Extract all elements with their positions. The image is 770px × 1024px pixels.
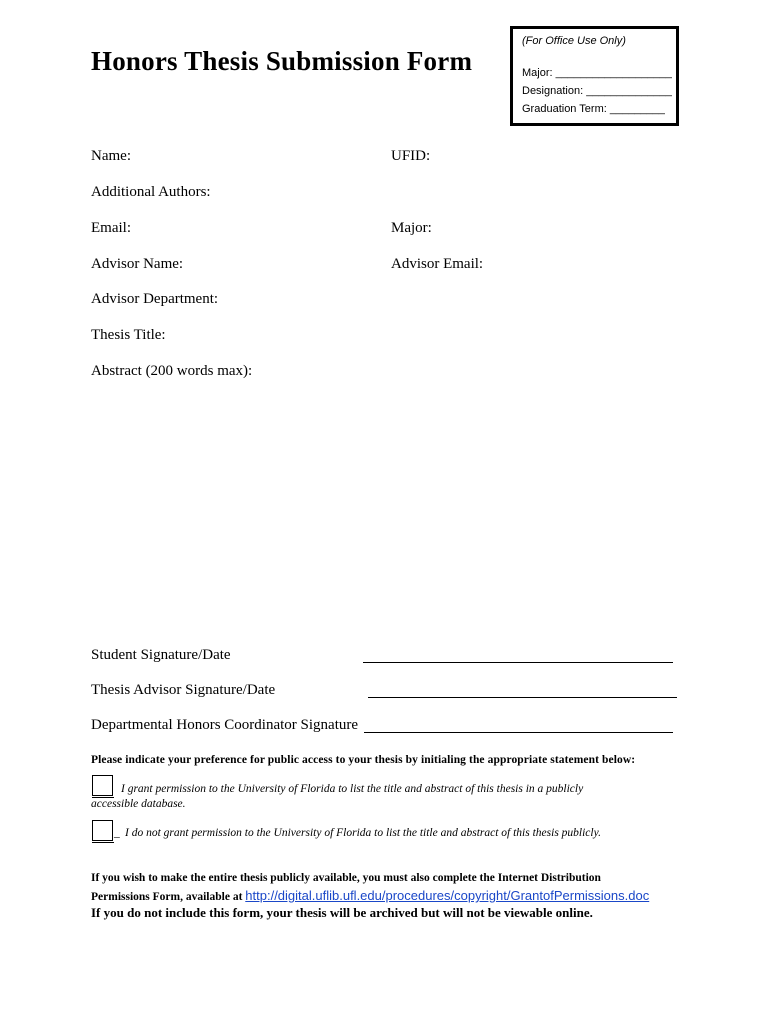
major-label: Major: [391,220,432,236]
ufid-label: UFID: [391,148,431,164]
advisor-department-label: Advisor Department: [91,291,219,307]
distribution-notice-line1: If you wish to make the entire thesis publicly available, you must also complete the Internet Distribution [91,872,601,884]
grant-permission-checkbox[interactable] [92,775,113,796]
office-major-line: Major: ___________________ [522,67,672,79]
student-signature-line [363,662,673,663]
distribution-notice-line2 [91,888,649,903]
office-use-header: (For Office Use Only) [522,35,626,47]
office-graduation-term-line: Graduation Term: _________ [522,103,665,115]
email-label: Email: [91,220,131,236]
office-designation-line: Designation: ______________ [522,85,672,97]
office-use-box [510,26,679,126]
abstract-label: Abstract (200 words max): [91,363,253,379]
name-label: Name: [91,148,131,164]
advisor-email-label: Advisor Email: [391,256,484,272]
deny-permission-text: I do not grant permission to the University of Florida to list the title and abstract of this thesis publicly. [125,827,601,839]
access-preference-question: Please indicate your preference for public access to your thesis by initialing the appropriate statement below: [91,754,636,766]
archive-warning: If you do not include this form, your thesis will be archived but will not be viewable online. [91,905,593,920]
coordinator-signature-line [364,732,673,733]
form-title: Honors Thesis Submission Form [91,46,473,76]
additional-authors-label: Additional Authors: [91,184,211,200]
grant-permission-text-cont: accessible database. [91,798,186,810]
deny-initial-line [92,842,114,843]
deny-prefix: _ [114,827,120,839]
permissions-form-link[interactable]: http://digital.uflib.ufl.edu/procedures/copyright/GrantofPermissions.doc [245,888,650,903]
grant-permission-text: I grant permission to the University of Florida to list the title and abstract of this thesis in a publicly [121,783,584,795]
deny-permission-checkbox[interactable] [92,820,113,841]
advisor-name-label: Advisor Name: [91,256,184,272]
advisor-signature-line [368,697,677,698]
thesis-title-label: Thesis Title: [91,327,166,343]
student-signature-label: Student Signature/Date [91,647,231,663]
advisor-signature-label: Thesis Advisor Signature/Date [91,682,276,698]
coordinator-signature-label: Departmental Honors Coordinator Signature [91,717,359,733]
distribution-notice-prefix: Permissions Form, available at [91,891,243,903]
